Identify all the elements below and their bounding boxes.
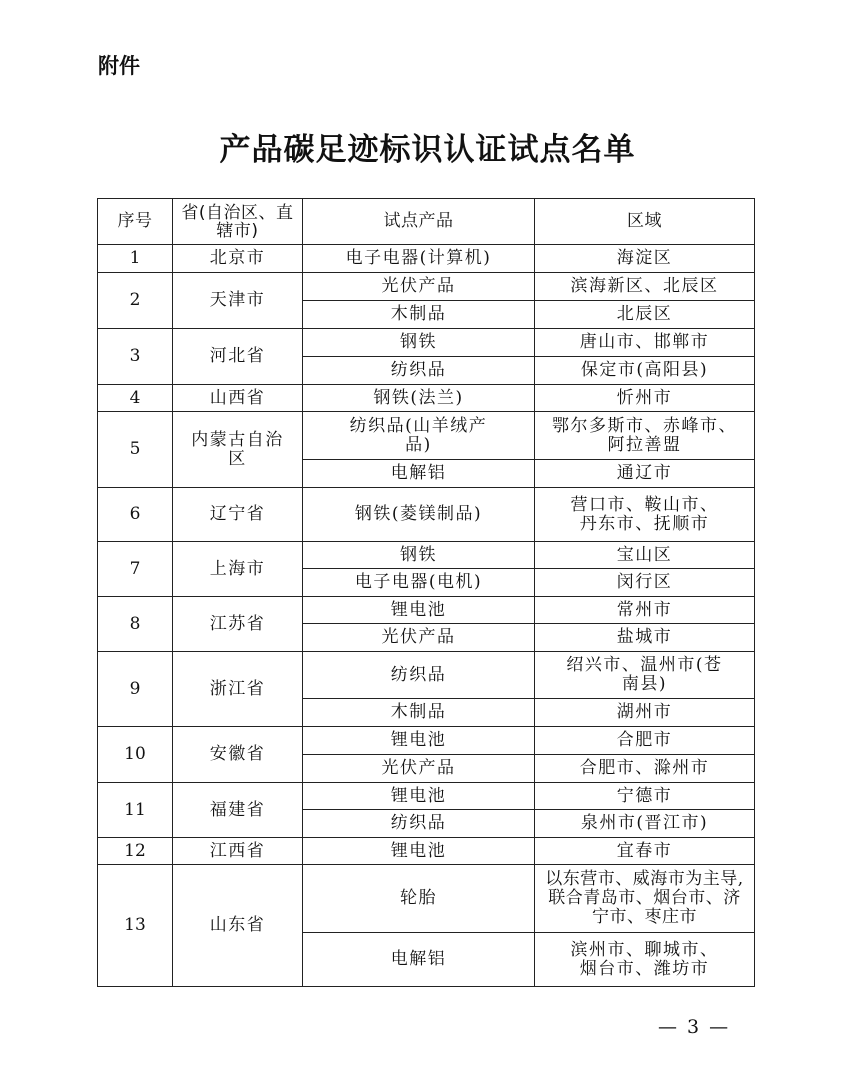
table-row [98, 412, 755, 460]
cell-region: 宁德市 [535, 783, 755, 810]
cell-province: 江西省 [173, 838, 303, 865]
cell-product: 纺织品 [303, 357, 535, 385]
table-row [98, 488, 755, 542]
cell-province: 江苏省 [173, 597, 303, 652]
cell-seq: 6 [98, 488, 173, 542]
table-row [98, 652, 755, 699]
cell-product: 锂电池 [303, 727, 535, 755]
cell-region: 常州市 [535, 597, 755, 624]
cell-region: 宝山区 [535, 542, 755, 569]
cell-province: 辽宁省 [173, 488, 303, 542]
table-row [98, 329, 755, 357]
pilot-list-table [97, 198, 755, 987]
cell-province: 北京市 [173, 245, 303, 273]
header-province: 省(自治区、直辖市) [173, 199, 303, 245]
cell-region: 保定市(高阳县) [535, 357, 755, 385]
cell-province: 安徽省 [173, 727, 303, 783]
cell-region: 以东营市、威海市为主导,联合青岛市、烟台市、济宁市、枣庄市 [535, 865, 755, 933]
cell-region: 盐城市 [535, 624, 755, 652]
header-product: 试点产品 [303, 199, 535, 245]
cell-province: 内蒙古自治区 [173, 412, 303, 488]
cell-product: 光伏产品 [303, 624, 535, 652]
cell-product: 钢铁(法兰) [303, 385, 535, 412]
cell-product: 木制品 [303, 699, 535, 727]
cell-product: 锂电池 [303, 838, 535, 865]
header-seq: 序号 [98, 199, 173, 245]
table-row [98, 597, 755, 624]
cell-region: 合肥市、滁州市 [535, 755, 755, 783]
document-title: 产品碳足迹标识认证试点名单 [219, 132, 636, 168]
cell-product: 电解铝 [303, 933, 535, 987]
cell-seq: 7 [98, 542, 173, 597]
cell-region: 唐山市、邯郸市 [535, 329, 755, 357]
cell-province: 上海市 [173, 542, 303, 597]
table-row [98, 838, 755, 865]
cell-region: 通辽市 [535, 460, 755, 488]
cell-product: 木制品 [303, 301, 535, 329]
cell-region: 泉州市(晋江市) [535, 810, 755, 838]
cell-seq: 9 [98, 652, 173, 727]
cell-product: 电解铝 [303, 460, 535, 488]
cell-product: 纺织品 [303, 652, 535, 699]
cell-product: 锂电池 [303, 597, 535, 624]
table-row [98, 783, 755, 810]
cell-region: 滨海新区、北辰区 [535, 273, 755, 301]
cell-seq: 3 [98, 329, 173, 385]
cell-region: 北辰区 [535, 301, 755, 329]
table-row [98, 385, 755, 412]
cell-region: 绍兴市、温州市(苍南县) [535, 652, 755, 699]
cell-region: 海淀区 [535, 245, 755, 273]
cell-product: 轮胎 [303, 865, 535, 933]
cell-region: 闵行区 [535, 569, 755, 597]
cell-province: 山东省 [173, 865, 303, 987]
cell-seq: 8 [98, 597, 173, 652]
cell-product: 光伏产品 [303, 273, 535, 301]
cell-product: 钢铁 [303, 329, 535, 357]
cell-product: 光伏产品 [303, 755, 535, 783]
cell-seq: 13 [98, 865, 173, 987]
cell-seq: 11 [98, 783, 173, 838]
cell-province: 天津市 [173, 273, 303, 329]
cell-product: 钢铁(菱镁制品) [303, 488, 535, 542]
header-region: 区域 [535, 199, 755, 245]
attachment-label: 附件 [98, 54, 140, 78]
cell-region: 忻州市 [535, 385, 755, 412]
cell-region: 合肥市 [535, 727, 755, 755]
cell-product: 电子电器(计算机) [303, 245, 535, 273]
cell-product: 电子电器(电机) [303, 569, 535, 597]
cell-region: 湖州市 [535, 699, 755, 727]
cell-region: 营口市、鞍山市、丹东市、抚顺市 [535, 488, 755, 542]
table-row [98, 273, 755, 301]
page-number: — 3 — [658, 1016, 731, 1038]
cell-region: 宜春市 [535, 838, 755, 865]
cell-province: 福建省 [173, 783, 303, 838]
table-row [98, 542, 755, 569]
table-row [98, 245, 755, 273]
cell-product: 纺织品(山羊绒产品) [303, 412, 535, 460]
cell-province: 浙江省 [173, 652, 303, 727]
cell-seq: 10 [98, 727, 173, 783]
cell-seq: 2 [98, 273, 173, 329]
table-header-row [98, 199, 755, 245]
table-row [98, 727, 755, 755]
cell-region: 滨州市、聊城市、烟台市、潍坊市 [535, 933, 755, 987]
cell-product: 钢铁 [303, 542, 535, 569]
cell-region: 鄂尔多斯市、赤峰市、阿拉善盟 [535, 412, 755, 460]
cell-province: 河北省 [173, 329, 303, 385]
cell-seq: 4 [98, 385, 173, 412]
cell-product: 锂电池 [303, 783, 535, 810]
table-row [98, 865, 755, 933]
cell-seq: 5 [98, 412, 173, 488]
cell-province: 山西省 [173, 385, 303, 412]
cell-seq: 12 [98, 838, 173, 865]
cell-seq: 1 [98, 245, 173, 273]
cell-product: 纺织品 [303, 810, 535, 838]
